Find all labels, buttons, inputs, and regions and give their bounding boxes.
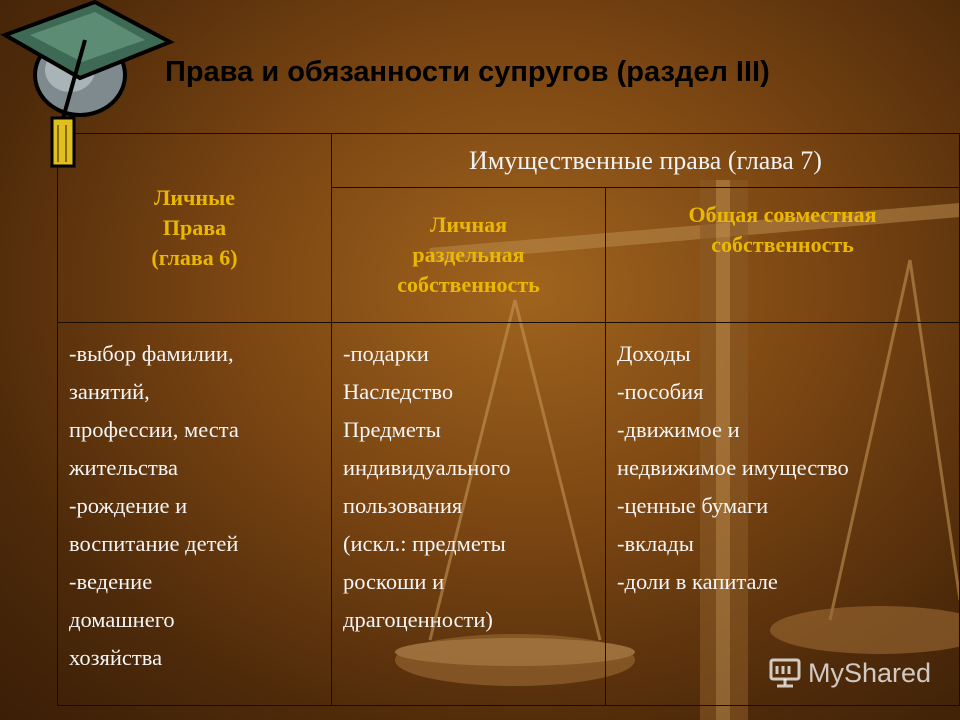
watermark-text: MyShared: [808, 657, 932, 688]
list-item: -подарки: [343, 341, 429, 366]
list-item: -пособия: [617, 379, 704, 404]
list-item: домашнего: [69, 607, 175, 632]
property-rights-header: Имущественные права (глава 7): [332, 134, 960, 188]
list-item: (искл.: предметы: [343, 531, 506, 556]
personal-rights-list: [58, 323, 332, 706]
list-item: недвижимое имущество: [617, 455, 849, 480]
list-item: пользования: [343, 493, 463, 518]
list-item: воспитание детей: [69, 531, 239, 556]
joint-property-list: [606, 323, 960, 706]
separate-property-header: Личная раздельная собственность: [332, 188, 606, 323]
list-item: индивидуального: [343, 455, 511, 480]
list-item: -вклады: [617, 531, 694, 556]
watermark: [768, 655, 931, 691]
list-item: Доходы: [617, 341, 691, 366]
list-item: -рождение и: [69, 493, 188, 518]
list-item: жительства: [69, 455, 179, 480]
list-item: хозяйства: [69, 645, 163, 670]
personal-rights-header: Личные Права (глава 6): [58, 134, 332, 323]
list-item: -доли в капитале: [617, 569, 778, 594]
list-item: Предметы: [343, 417, 441, 442]
separate-property-list: [332, 323, 606, 706]
list-item: -ценные бумаги: [617, 493, 769, 518]
list-item: -ведение: [69, 569, 153, 594]
list-item: профессии, места: [69, 417, 239, 442]
list-item: -выбор фамилии,: [69, 341, 234, 366]
joint-property-header: Общая совместная собственность: [606, 188, 960, 323]
list-item: драгоценности): [343, 607, 493, 632]
graduation-cap-icon: [0, 0, 175, 175]
list-item: Наследство: [343, 379, 454, 404]
list-item: -движимое и: [617, 417, 740, 442]
monitor-icon: [768, 657, 802, 689]
rights-table: [57, 133, 960, 706]
list-item: роскоши и: [343, 569, 445, 594]
list-item: занятий,: [69, 379, 150, 404]
slide-title: Права и обязанности супругов (раздел III): [165, 56, 770, 88]
